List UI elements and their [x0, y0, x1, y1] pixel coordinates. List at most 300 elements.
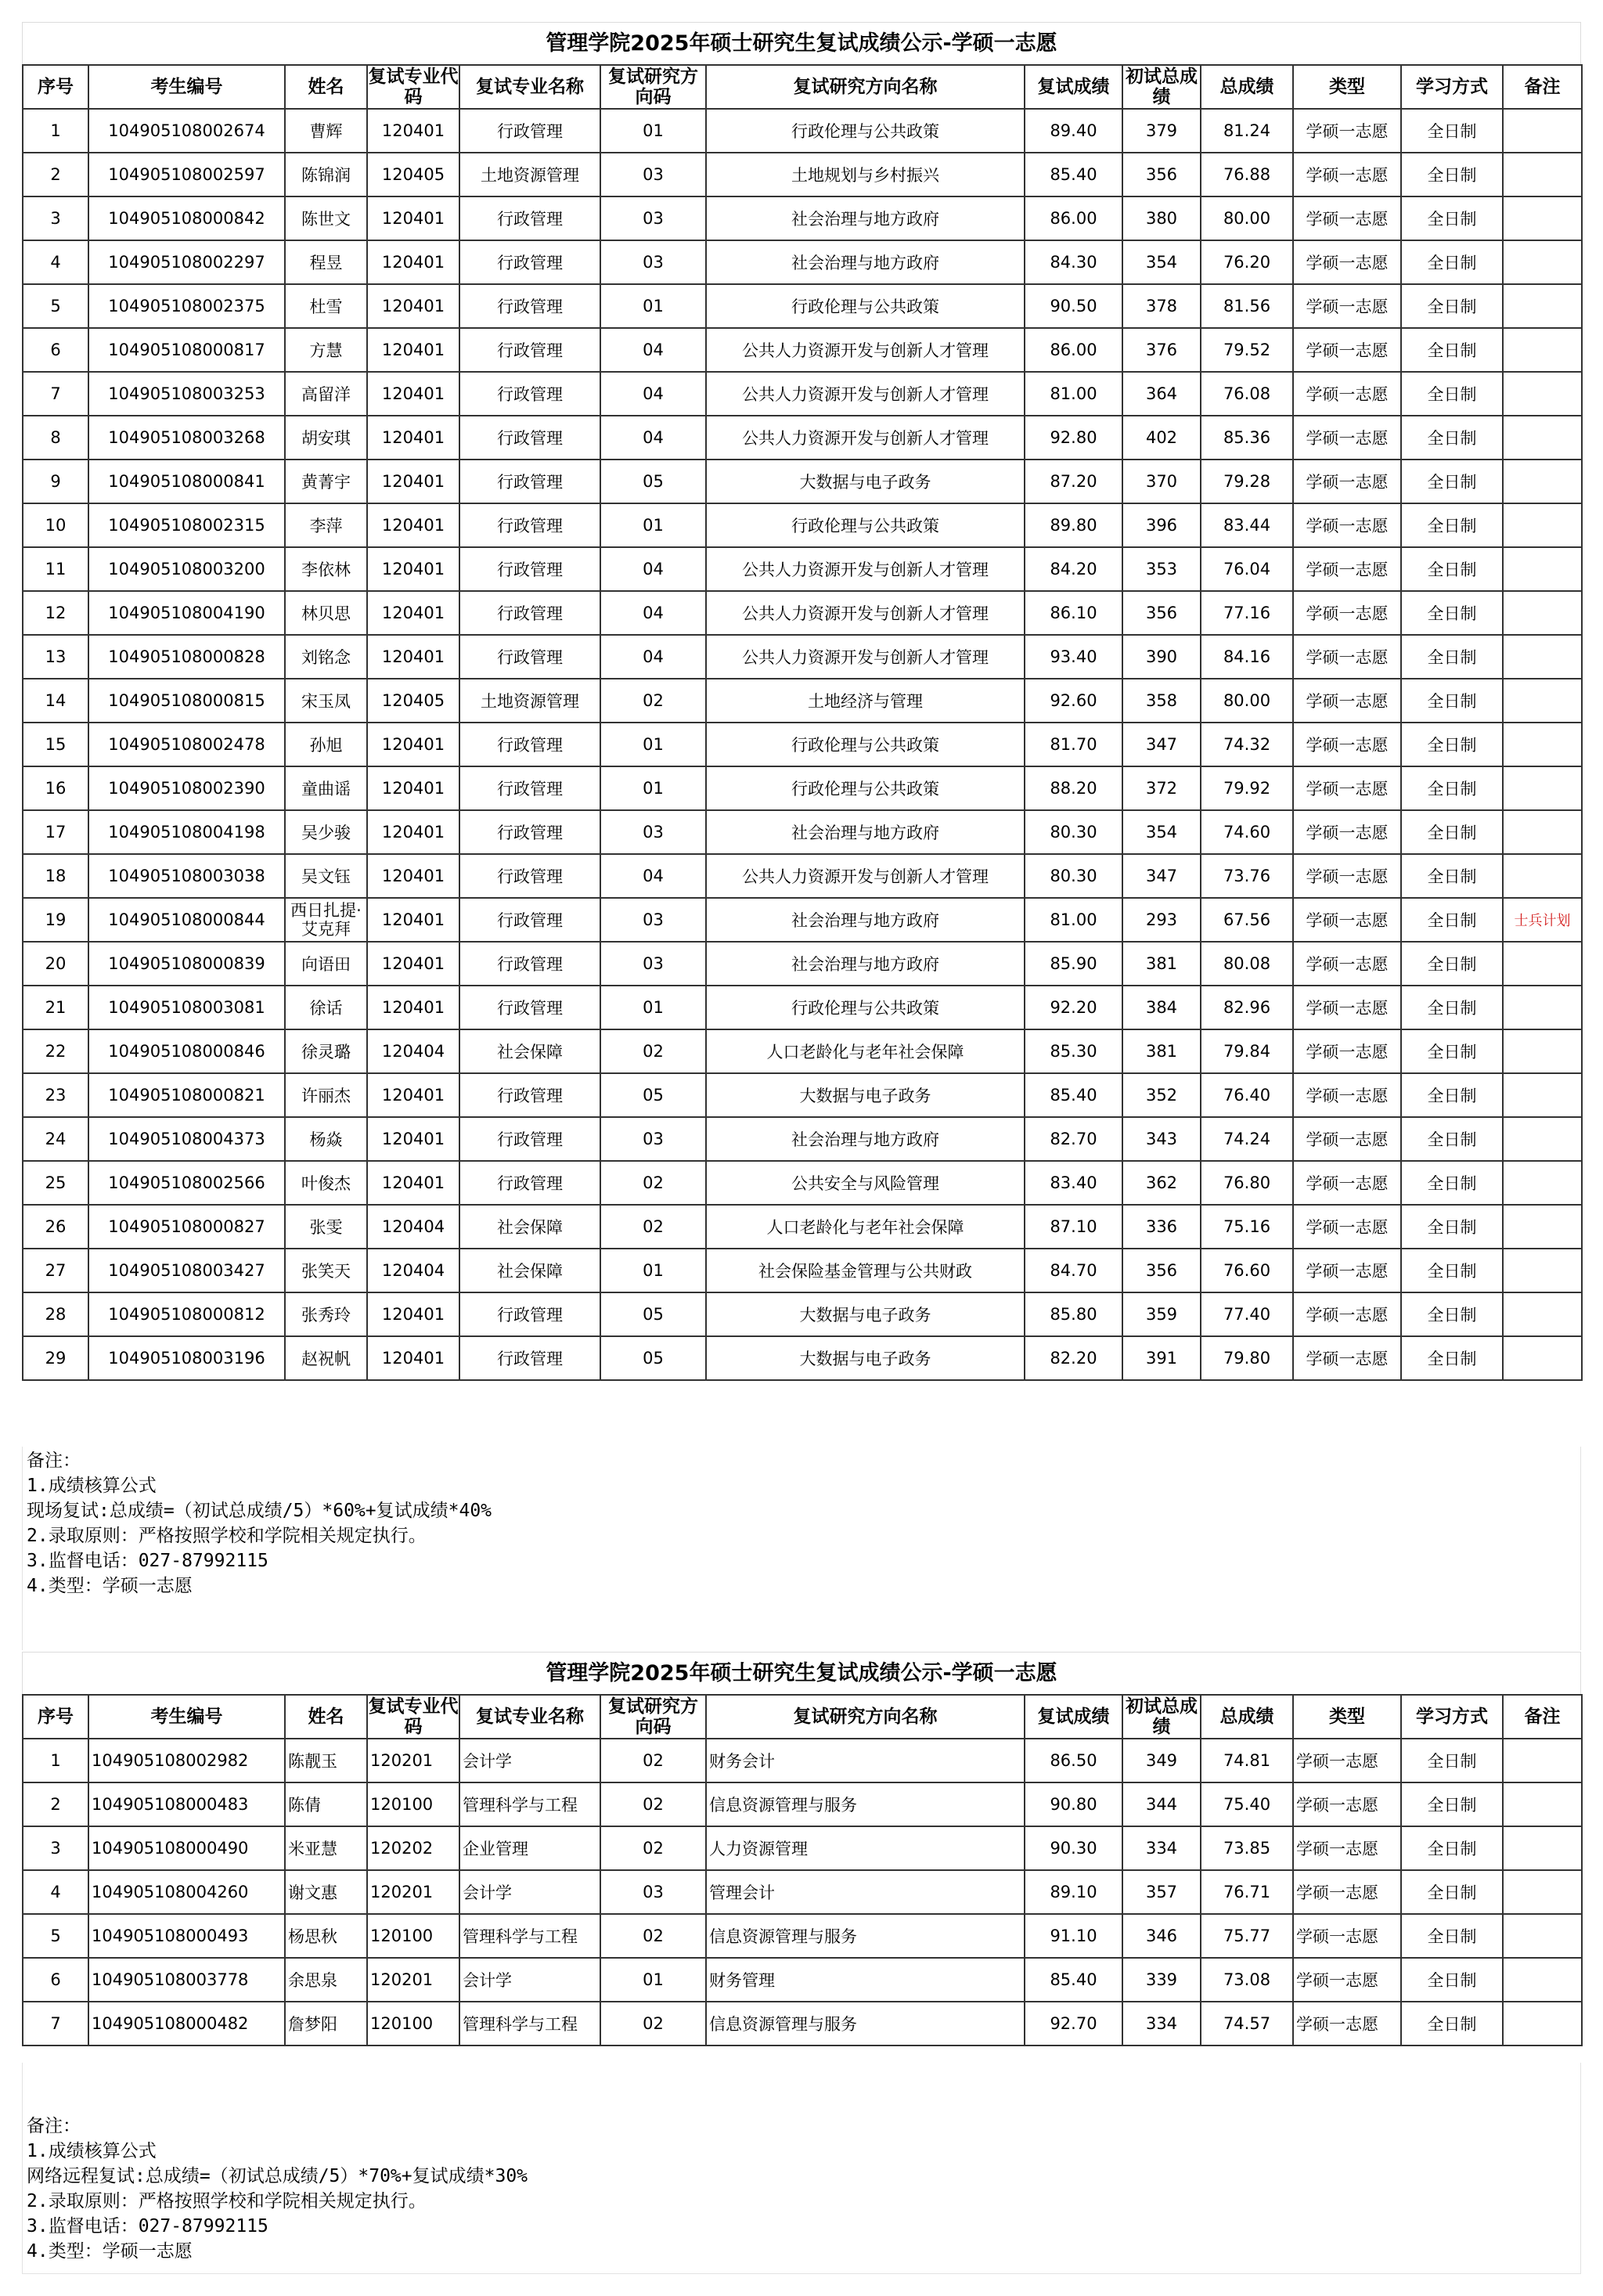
cell-type: 学硕一志愿	[1293, 810, 1401, 854]
cell-study-mode: 全日制	[1401, 1826, 1503, 1870]
cell-direction-name: 公共人力资源开发与创新人才管理	[706, 547, 1025, 591]
cell-candidate-id: 104905108004373	[88, 1117, 285, 1161]
table-row	[23, 942, 1582, 986]
cell-candidate-id: 104905108002674	[88, 109, 285, 153]
cell-type: 学硕一志愿	[1293, 153, 1401, 196]
cell-study-mode: 全日制	[1401, 416, 1503, 460]
cell-type: 学硕一志愿	[1293, 1029, 1401, 1073]
cell-direction-code: 02	[600, 1826, 706, 1870]
header-initial-score: 初试总成绩	[1122, 1695, 1201, 1739]
cell-major-name: 行政管理	[459, 942, 600, 986]
cell-major-code: 120404	[367, 1205, 459, 1249]
cell-remark	[1503, 1249, 1582, 1292]
cell-study-mode: 全日制	[1401, 328, 1503, 372]
cell-major-name: 土地资源管理	[459, 153, 600, 196]
table-row	[23, 372, 1582, 416]
cell-major-name: 行政管理	[459, 723, 600, 766]
cell-direction-name: 公共人力资源开发与创新人才管理	[706, 854, 1025, 898]
cell-study-mode: 全日制	[1401, 1336, 1503, 1380]
cell-type: 学硕一志愿	[1293, 1870, 1401, 1914]
cell-name: 吴少骏	[285, 810, 367, 854]
cell-direction-name: 管理会计	[706, 1870, 1025, 1914]
cell-study-mode: 全日制	[1401, 723, 1503, 766]
cell-major-name: 社会保障	[459, 1205, 600, 1249]
cell-total-score: 74.32	[1201, 723, 1293, 766]
cell-major-code: 120401	[367, 986, 459, 1029]
cell-direction-code: 02	[600, 2002, 706, 2045]
cell-name: 高留洋	[285, 372, 367, 416]
cell-candidate-id: 104905108002478	[88, 723, 285, 766]
cell-major-name: 社会保障	[459, 1029, 600, 1073]
cell-study-mode: 全日制	[1401, 372, 1503, 416]
cell-major-code: 120404	[367, 1029, 459, 1073]
cell-remark	[1503, 679, 1582, 723]
cell-candidate-id: 104905108003196	[88, 1336, 285, 1380]
results-table-1	[22, 64, 1583, 1381]
cell-major-code: 120401	[367, 810, 459, 854]
cell-direction-code: 01	[600, 284, 706, 328]
cell-study-mode: 全日制	[1401, 766, 1503, 810]
note-line: 3.监督电话：027-87992115	[27, 2216, 268, 2237]
cell-initial-score: 358	[1122, 679, 1201, 723]
cell-retest-score: 81.00	[1025, 372, 1122, 416]
cell-study-mode: 全日制	[1401, 679, 1503, 723]
cell-remark	[1503, 153, 1582, 196]
cell-direction-code: 02	[600, 1029, 706, 1073]
cell-retest-score: 85.40	[1025, 1958, 1122, 2002]
cell-type: 学硕一志愿	[1293, 328, 1401, 372]
cell-name: 杜雪	[285, 284, 367, 328]
cell-seq: 19	[23, 898, 88, 942]
cell-initial-score: 343	[1122, 1117, 1201, 1161]
cell-major-name: 管理科学与工程	[459, 2002, 600, 2045]
cell-total-score: 79.92	[1201, 766, 1293, 810]
cell-direction-name: 公共人力资源开发与创新人才管理	[706, 416, 1025, 460]
cell-study-mode: 全日制	[1401, 854, 1503, 898]
cell-total-score: 79.52	[1201, 328, 1293, 372]
cell-major-name: 行政管理	[459, 591, 600, 635]
cell-direction-code: 03	[600, 942, 706, 986]
cell-direction-code: 01	[600, 766, 706, 810]
cell-retest-score: 82.70	[1025, 1117, 1122, 1161]
cell-remark	[1503, 1782, 1582, 1826]
table-row	[23, 635, 1582, 679]
cell-remark	[1503, 591, 1582, 635]
cell-major-name: 行政管理	[459, 240, 600, 284]
cell-retest-score: 89.40	[1025, 109, 1122, 153]
cell-total-score: 67.56	[1201, 898, 1293, 942]
table-row	[23, 240, 1582, 284]
cell-retest-score: 86.50	[1025, 1739, 1122, 1782]
cell-initial-score: 293	[1122, 898, 1201, 942]
cell-initial-score: 381	[1122, 942, 1201, 986]
cell-seq: 26	[23, 1205, 88, 1249]
cell-candidate-id: 104905108000841	[88, 460, 285, 503]
cell-seq: 7	[23, 372, 88, 416]
cell-direction-code: 01	[600, 986, 706, 1029]
table-row	[23, 503, 1582, 547]
cell-retest-score: 84.70	[1025, 1249, 1122, 1292]
cell-study-mode: 全日制	[1401, 284, 1503, 328]
cell-retest-score: 84.30	[1025, 240, 1122, 284]
cell-direction-name: 大数据与电子政务	[706, 460, 1025, 503]
cell-study-mode: 全日制	[1401, 153, 1503, 196]
notes-2	[27, 2114, 528, 2264]
cell-initial-score: 356	[1122, 591, 1201, 635]
cell-direction-name: 公共安全与风险管理	[706, 1161, 1025, 1205]
cell-total-score: 74.24	[1201, 1117, 1293, 1161]
header-total-score: 总成绩	[1201, 1695, 1293, 1739]
cell-direction-code: 02	[600, 679, 706, 723]
cell-seq: 16	[23, 766, 88, 810]
cell-retest-score: 85.40	[1025, 153, 1122, 196]
cell-candidate-id: 104905108000828	[88, 635, 285, 679]
cell-type: 学硕一志愿	[1293, 460, 1401, 503]
cell-name: 谢文惠	[285, 1870, 367, 1914]
cell-retest-score: 90.30	[1025, 1826, 1122, 1870]
table-row	[23, 1870, 1582, 1914]
cell-candidate-id: 104905108000846	[88, 1029, 285, 1073]
cell-name: 张笑天	[285, 1249, 367, 1292]
header-direction-code: 复试研究方向码	[600, 1695, 706, 1739]
table-row	[23, 1029, 1582, 1073]
cell-study-mode: 全日制	[1401, 1292, 1503, 1336]
cell-study-mode: 全日制	[1401, 547, 1503, 591]
cell-candidate-id: 104905108002297	[88, 240, 285, 284]
cell-initial-score: 357	[1122, 1870, 1201, 1914]
cell-seq: 18	[23, 854, 88, 898]
cell-retest-score: 86.10	[1025, 591, 1122, 635]
table-row	[23, 854, 1582, 898]
cell-total-score: 76.80	[1201, 1161, 1293, 1205]
cell-direction-name: 社会治理与地方政府	[706, 942, 1025, 986]
header-initial-score: 初试总成绩	[1122, 65, 1201, 109]
cell-type: 学硕一志愿	[1293, 1292, 1401, 1336]
cell-name: 陈锦润	[285, 153, 367, 196]
cell-seq: 21	[23, 986, 88, 1029]
cell-remark	[1503, 1029, 1582, 1073]
cell-candidate-id: 104905108000817	[88, 328, 285, 372]
cell-type: 学硕一志愿	[1293, 196, 1401, 240]
cell-direction-code: 01	[600, 503, 706, 547]
table-row	[23, 1782, 1582, 1826]
cell-retest-score: 80.30	[1025, 854, 1122, 898]
cell-seq: 29	[23, 1336, 88, 1380]
cell-remark	[1503, 460, 1582, 503]
cell-candidate-id: 104905108000483	[88, 1782, 285, 1826]
cell-seq: 6	[23, 1958, 88, 2002]
cell-total-score: 76.88	[1201, 153, 1293, 196]
cell-initial-score: 352	[1122, 1073, 1201, 1117]
cell-candidate-id: 104905108000842	[88, 196, 285, 240]
cell-retest-score: 84.20	[1025, 547, 1122, 591]
cell-initial-score: 334	[1122, 1826, 1201, 1870]
cell-retest-score: 88.20	[1025, 766, 1122, 810]
cell-seq: 2	[23, 1782, 88, 1826]
cell-major-name: 行政管理	[459, 766, 600, 810]
cell-study-mode: 全日制	[1401, 1870, 1503, 1914]
cell-name: 徐灵璐	[285, 1029, 367, 1073]
cell-retest-score: 91.10	[1025, 1914, 1122, 1958]
cell-remark	[1503, 1161, 1582, 1205]
cell-retest-score: 81.70	[1025, 723, 1122, 766]
header-seq: 序号	[23, 1695, 88, 1739]
cell-type: 学硕一志愿	[1293, 1826, 1401, 1870]
cell-major-code: 120401	[367, 284, 459, 328]
cell-type: 学硕一志愿	[1293, 1336, 1401, 1380]
cell-major-code: 120401	[367, 240, 459, 284]
note-line: 1.成绩核算公式	[27, 2141, 157, 2161]
cell-study-mode: 全日制	[1401, 1073, 1503, 1117]
cell-direction-code: 01	[600, 723, 706, 766]
header-study-mode: 学习方式	[1401, 1695, 1503, 1739]
cell-type: 学硕一志愿	[1293, 1249, 1401, 1292]
cell-candidate-id: 104905108000844	[88, 898, 285, 942]
cell-initial-score: 349	[1122, 1739, 1201, 1782]
cell-type: 学硕一志愿	[1293, 591, 1401, 635]
cell-direction-code: 04	[600, 635, 706, 679]
header-retest-score: 复试成绩	[1025, 65, 1122, 109]
cell-initial-score: 354	[1122, 810, 1201, 854]
cell-study-mode: 全日制	[1401, 1205, 1503, 1249]
cell-study-mode: 全日制	[1401, 591, 1503, 635]
cell-study-mode: 全日制	[1401, 1958, 1503, 2002]
cell-study-mode: 全日制	[1401, 1782, 1503, 1826]
cell-candidate-id: 104905108002597	[88, 153, 285, 196]
cell-retest-score: 80.30	[1025, 810, 1122, 854]
cell-major-name: 行政管理	[459, 810, 600, 854]
cell-study-mode: 全日制	[1401, 1249, 1503, 1292]
cell-direction-name: 行政伦理与公共政策	[706, 986, 1025, 1029]
cell-type: 学硕一志愿	[1293, 723, 1401, 766]
cell-type: 学硕一志愿	[1293, 503, 1401, 547]
cell-type: 学硕一志愿	[1293, 986, 1401, 1029]
cell-remark	[1503, 635, 1582, 679]
cell-initial-score: 336	[1122, 1205, 1201, 1249]
table-row	[23, 986, 1582, 1029]
cell-seq: 4	[23, 1870, 88, 1914]
cell-name: 李萍	[285, 503, 367, 547]
cell-major-code: 120201	[367, 1739, 459, 1782]
cell-initial-score: 354	[1122, 240, 1201, 284]
cell-total-score: 74.81	[1201, 1739, 1293, 1782]
cell-direction-code: 05	[600, 1336, 706, 1380]
table-2-title: 管理学院2025年硕士研究生复试成绩公示-学硕一志愿	[22, 1652, 1581, 1694]
cell-total-score: 74.60	[1201, 810, 1293, 854]
cell-name: 程昱	[285, 240, 367, 284]
cell-direction-code: 01	[600, 109, 706, 153]
cell-candidate-id: 104905108004198	[88, 810, 285, 854]
cell-name: 张雯	[285, 1205, 367, 1249]
cell-major-code: 120401	[367, 109, 459, 153]
cell-retest-score: 86.00	[1025, 196, 1122, 240]
table-row	[23, 1958, 1582, 2002]
cell-major-code: 120401	[367, 1117, 459, 1161]
cell-direction-code: 03	[600, 898, 706, 942]
table-row	[23, 1117, 1582, 1161]
cell-candidate-id: 104905108000493	[88, 1914, 285, 1958]
cell-remark	[1503, 2002, 1582, 2045]
cell-major-code: 120100	[367, 1914, 459, 1958]
cell-major-name: 行政管理	[459, 416, 600, 460]
cell-major-code: 120401	[367, 196, 459, 240]
cell-initial-score: 334	[1122, 2002, 1201, 2045]
cell-initial-score: 356	[1122, 153, 1201, 196]
cell-total-score: 80.00	[1201, 196, 1293, 240]
note-line: 网络远程复试:总成绩=（初试总成绩/5）*70%+复试成绩*30%	[27, 2166, 528, 2186]
cell-name: 童曲谣	[285, 766, 367, 810]
cell-initial-score: 378	[1122, 284, 1201, 328]
cell-major-code: 120401	[367, 1161, 459, 1205]
cell-candidate-id: 104905108003778	[88, 1958, 285, 2002]
cell-retest-score: 81.00	[1025, 898, 1122, 942]
cell-direction-code: 02	[600, 1782, 706, 1826]
cell-candidate-id: 104905108004260	[88, 1870, 285, 1914]
cell-retest-score: 85.90	[1025, 942, 1122, 986]
cell-study-mode: 全日制	[1401, 1739, 1503, 1782]
cell-major-code: 120401	[367, 460, 459, 503]
cell-name: 许丽杰	[285, 1073, 367, 1117]
cell-direction-code: 03	[600, 153, 706, 196]
cell-major-code: 120401	[367, 372, 459, 416]
header-direction-name: 复试研究方向名称	[706, 1695, 1025, 1739]
cell-remark	[1503, 1958, 1582, 2002]
cell-type: 学硕一志愿	[1293, 766, 1401, 810]
cell-direction-name: 公共人力资源开发与创新人才管理	[706, 372, 1025, 416]
cell-candidate-id: 104905108000490	[88, 1826, 285, 1870]
cell-major-name: 行政管理	[459, 898, 600, 942]
cell-direction-code: 04	[600, 547, 706, 591]
cell-major-name: 会计学	[459, 1739, 600, 1782]
cell-name: 徐话	[285, 986, 367, 1029]
cell-total-score: 75.77	[1201, 1914, 1293, 1958]
cell-direction-name: 社会治理与地方政府	[706, 810, 1025, 854]
cell-remark	[1503, 1739, 1582, 1782]
cell-name: 杨焱	[285, 1117, 367, 1161]
table-row	[23, 196, 1582, 240]
header-name: 姓名	[285, 65, 367, 109]
cell-initial-score: 384	[1122, 986, 1201, 1029]
table-row	[23, 460, 1582, 503]
note-line: 4.类型：学硕一志愿	[27, 1576, 193, 1596]
cell-remark	[1503, 942, 1582, 986]
cell-direction-code: 03	[600, 810, 706, 854]
table-row	[23, 1914, 1582, 1958]
cell-direction-code: 03	[600, 1870, 706, 1914]
cell-seq: 3	[23, 196, 88, 240]
cell-remark	[1503, 240, 1582, 284]
cell-total-score: 83.44	[1201, 503, 1293, 547]
cell-major-name: 社会保障	[459, 1249, 600, 1292]
cell-direction-name: 行政伦理与公共政策	[706, 766, 1025, 810]
cell-retest-score: 92.80	[1025, 416, 1122, 460]
cell-type: 学硕一志愿	[1293, 1161, 1401, 1205]
cell-seq: 12	[23, 591, 88, 635]
cell-major-code: 120405	[367, 153, 459, 196]
cell-type: 学硕一志愿	[1293, 635, 1401, 679]
note-line: 2.录取原则：严格按照学校和学院相关规定执行。	[27, 2191, 427, 2211]
cell-major-name: 行政管理	[459, 635, 600, 679]
cell-major-name: 行政管理	[459, 109, 600, 153]
cell-remark	[1503, 986, 1582, 1029]
cell-retest-score: 85.80	[1025, 1292, 1122, 1336]
table-2-header-row	[23, 1695, 1582, 1739]
results-table-2	[22, 1694, 1583, 2046]
cell-retest-score: 85.40	[1025, 1073, 1122, 1117]
cell-direction-name: 行政伦理与公共政策	[706, 284, 1025, 328]
cell-direction-name: 大数据与电子政务	[706, 1292, 1025, 1336]
cell-initial-score: 364	[1122, 372, 1201, 416]
cell-major-code: 120401	[367, 547, 459, 591]
cell-retest-score: 93.40	[1025, 635, 1122, 679]
cell-name: 吴文钰	[285, 854, 367, 898]
cell-initial-score: 376	[1122, 328, 1201, 372]
table-row	[23, 1161, 1582, 1205]
cell-candidate-id: 104905108000821	[88, 1073, 285, 1117]
cell-remark	[1503, 723, 1582, 766]
cell-major-name: 会计学	[459, 1958, 600, 2002]
cell-candidate-id: 104905108003200	[88, 547, 285, 591]
cell-candidate-id: 104905108003038	[88, 854, 285, 898]
cell-initial-score: 391	[1122, 1336, 1201, 1380]
header-type: 类型	[1293, 65, 1401, 109]
cell-major-code: 120202	[367, 1826, 459, 1870]
cell-direction-name: 行政伦理与公共政策	[706, 503, 1025, 547]
cell-remark	[1503, 328, 1582, 372]
cell-initial-score: 370	[1122, 460, 1201, 503]
cell-major-code: 120401	[367, 591, 459, 635]
cell-initial-score: 402	[1122, 416, 1201, 460]
cell-study-mode: 全日制	[1401, 635, 1503, 679]
cell-remark	[1503, 372, 1582, 416]
cell-initial-score: 381	[1122, 1029, 1201, 1073]
cell-major-name: 行政管理	[459, 328, 600, 372]
cell-study-mode: 全日制	[1401, 1117, 1503, 1161]
cell-direction-name: 土地规划与乡村振兴	[706, 153, 1025, 196]
cell-total-score: 77.16	[1201, 591, 1293, 635]
cell-name: 赵祝帆	[285, 1336, 367, 1380]
cell-remark	[1503, 1336, 1582, 1380]
cell-candidate-id: 104905108000839	[88, 942, 285, 986]
header-remark: 备注	[1503, 1695, 1582, 1739]
cell-retest-score: 92.60	[1025, 679, 1122, 723]
header-name: 姓名	[285, 1695, 367, 1739]
table-row	[23, 1739, 1582, 1782]
cell-retest-score: 87.10	[1025, 1205, 1122, 1249]
cell-candidate-id: 104905108003081	[88, 986, 285, 1029]
cell-name: 詹梦阳	[285, 2002, 367, 2045]
cell-candidate-id: 104905108000827	[88, 1205, 285, 1249]
cell-initial-score: 339	[1122, 1958, 1201, 2002]
cell-direction-code: 05	[600, 1073, 706, 1117]
cell-major-name: 行政管理	[459, 854, 600, 898]
cell-direction-code: 05	[600, 1292, 706, 1336]
cell-remark	[1503, 109, 1582, 153]
cell-initial-score: 379	[1122, 109, 1201, 153]
note-line: 2.录取原则：严格按照学校和学院相关规定执行。	[27, 1526, 427, 1546]
cell-remark	[1503, 196, 1582, 240]
cell-direction-code: 02	[600, 1739, 706, 1782]
cell-candidate-id: 104905108000812	[88, 1292, 285, 1336]
cell-study-mode: 全日制	[1401, 1914, 1503, 1958]
cell-major-code: 120401	[367, 723, 459, 766]
cell-seq: 3	[23, 1826, 88, 1870]
cell-candidate-id: 104905108003427	[88, 1249, 285, 1292]
cell-direction-name: 行政伦理与公共政策	[706, 109, 1025, 153]
cell-total-score: 73.85	[1201, 1826, 1293, 1870]
cell-candidate-id: 104905108002566	[88, 1161, 285, 1205]
table-row	[23, 723, 1582, 766]
